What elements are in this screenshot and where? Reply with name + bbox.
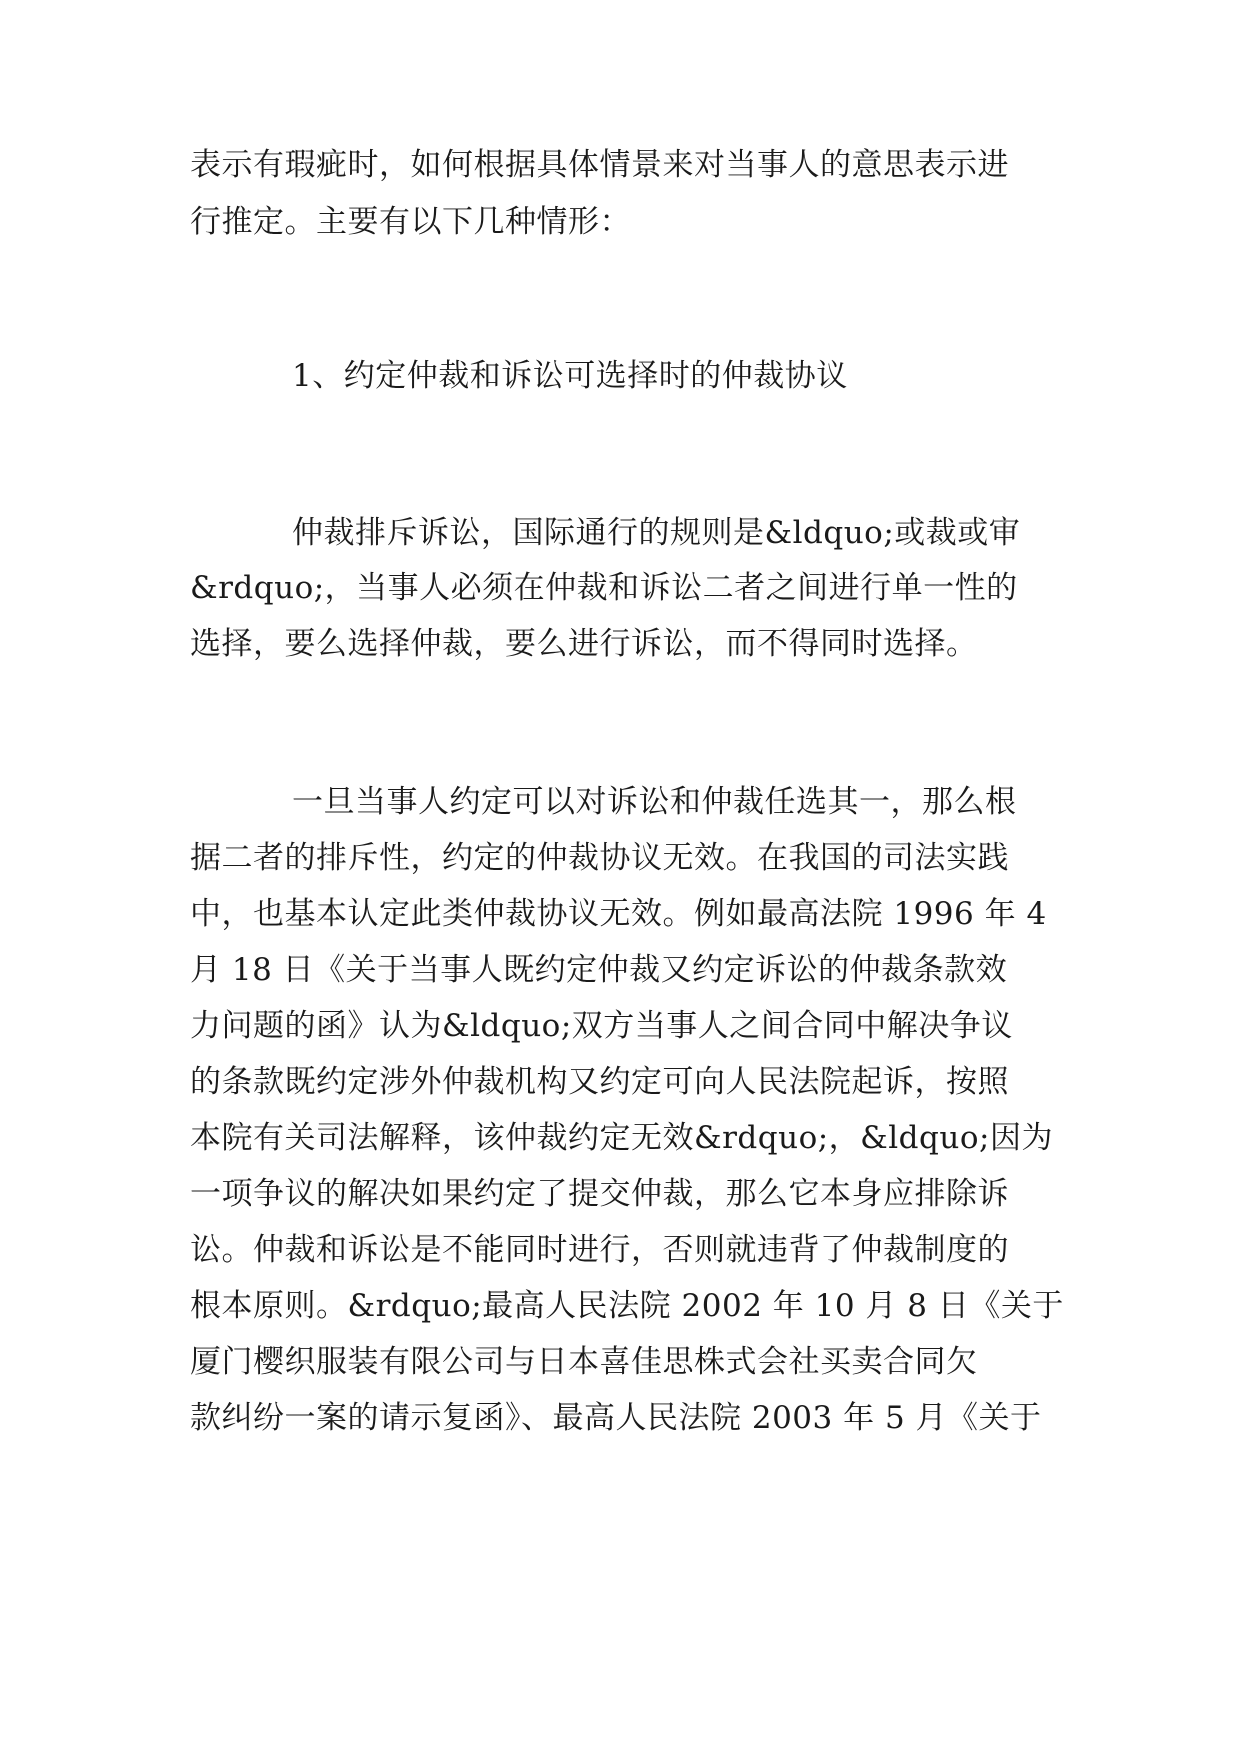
- paragraph2-line-2: 据二者的排斥性，约定的仲裁协议无效。在我国的司法实践: [190, 840, 1009, 876]
- intro-line-1: 表示有瑕疵时，如何根据具体情景来对当事人的意思表示进: [190, 147, 1009, 183]
- paragraph2-line-12: 款纠纷一案的请示复函》、最高人民法院 2003 年 5 月《关于: [190, 1400, 1042, 1436]
- paragraph2-line-3: 中，也基本认定此类仲裁协议无效。例如最高法院 1996 年 4: [190, 896, 1047, 932]
- paragraph1-line-3: 选择，要么选择仲裁，要么进行诉讼，而不得同时选择。: [190, 626, 978, 662]
- paragraph2-line-9: 讼。仲裁和诉讼是不能同时进行，否则就违背了仲裁制度的: [190, 1232, 1009, 1268]
- paragraph2-line-7: 本院有关司法解释，该仲裁约定无效&rdquo;，&ldquo;因为: [190, 1120, 1053, 1156]
- paragraph1-line-1: 仲裁排斥诉讼，国际通行的规则是&ldquo;或裁或审: [292, 515, 1021, 551]
- paragraph2-line-5: 力问题的函》认为&ldquo;双方当事人之间合同中解决争议: [190, 1008, 1013, 1044]
- intro-line-2: 行推定。主要有以下几种情形：: [190, 204, 631, 240]
- paragraph2-line-10: 根本原则。&rdquo;最高人民法院 2002 年 10 月 8 日《关于: [190, 1288, 1064, 1324]
- paragraph1-line-2: &rdquo;，当事人必须在仲裁和诉讼二者之间进行单一性的: [190, 570, 1018, 606]
- paragraph2-line-6: 的条款既约定涉外仲裁机构又约定可向人民法院起诉，按照: [190, 1064, 1009, 1100]
- section-heading: 1、约定仲裁和诉讼可选择时的仲裁协议: [292, 358, 848, 394]
- paragraph2-line-11: 厦门樱织服装有限公司与日本喜佳思株式会社买卖合同欠: [190, 1344, 978, 1380]
- paragraph2-line-8: 一项争议的解决如果约定了提交仲裁，那么它本身应排除诉: [190, 1176, 1009, 1212]
- paragraph2-line-1: 一旦当事人约定可以对诉讼和仲裁任选其一，那么根: [292, 784, 1017, 820]
- paragraph2-line-4: 月 18 日《关于当事人既约定仲裁又约定诉讼的仲裁条款效: [190, 952, 1008, 988]
